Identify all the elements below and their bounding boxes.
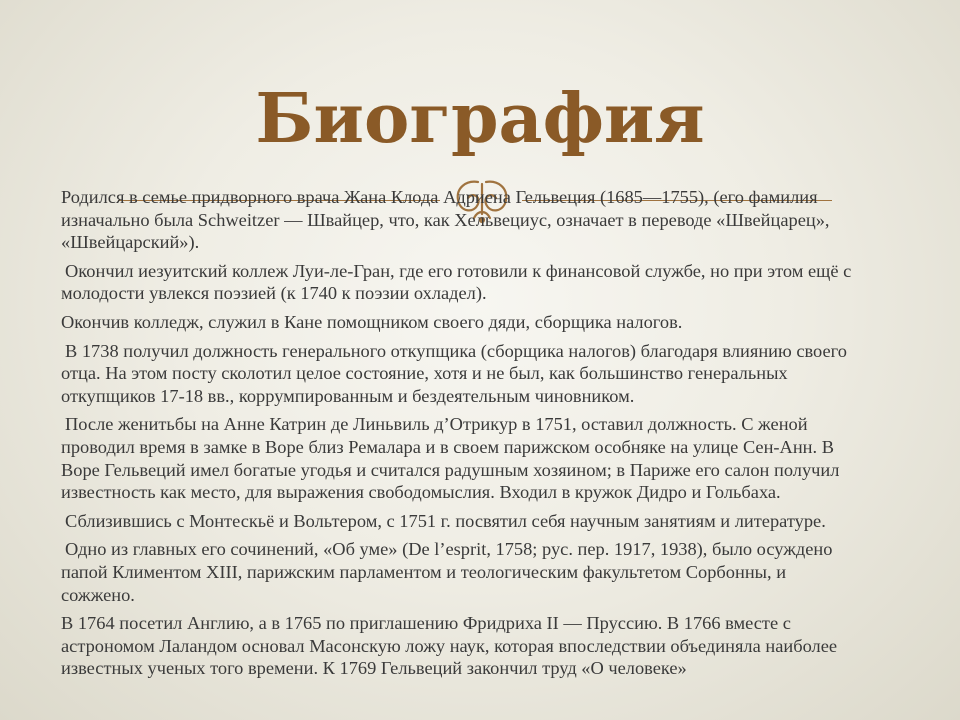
biography-text	[61, 186, 861, 686]
paragraph: Окончил иезуитский коллеж Луи-ле-Гран, где его готовили к финансовой службе, но при этом ещё с молодости увлекся поэзией (к 1740 к поэзии охладел).	[61, 260, 852, 304]
paragraph: Одно из главных его сочинений, «Об уме» (De l’esprit, 1758; рус. пер. 1917, 1938), было осуждено папой Климентом XIII, парижским парламентом и теологическим факультетом Сорбонны, и сожжено.	[61, 539, 833, 605]
paragraph: В 1764 посетил Англию, а в 1765 по приглашению Фридриха II — Пруссию. В 1766 вместе с астрономом Лаландом основал Масонскую ложу наук, которая впоследствии объединяла наиболее известных ученых того времени. К 1769 Гельвеций закончил труд «О человеке»	[61, 613, 838, 679]
paragraph: Окончив колледж, служил в Кане помощником своего дяди, сборщика налогов.	[61, 311, 683, 332]
paragraph: Сблизившись с Монтескьё и Вольтером, с 1751 г. посвятил себя научным занятиям и литературе.	[65, 510, 826, 531]
paragraph: В 1738 получил должность генерального откупщика (сборщика налогов) благодаря влиянию своего отца. На этом посту сколотил целое состояние, хотя и не был, как большинство генеральных откупщиков 17-18 вв., коррумпированным и бездеятельным чиновником.	[61, 340, 847, 406]
slide-title: Биография	[255, 79, 705, 159]
paragraph: После женитьбы на Анне Катрин де Линьвиль д’Отрикур в 1751, оставил должность. С женой проводил время в замке в Воре близ Ремалара и в своем парижском особняке на улице Сен-Анн. В Воре Гельвеций имел богатые угодья и считался радушным хозяином; в Париже его салон получил известность как место, для выражения свободомыслия. Входил в кружок Дидро и Гольбаха.	[61, 414, 840, 503]
paragraph: Родился в семье придворного врача Жана Клода Адриена Гельвеция (1685—1755), (его фамилия изначально была Schweitzer — Швайцер, что, как Хельвециус, означает в переводе «Швейцарец», «Швейцарский»).	[61, 187, 830, 253]
